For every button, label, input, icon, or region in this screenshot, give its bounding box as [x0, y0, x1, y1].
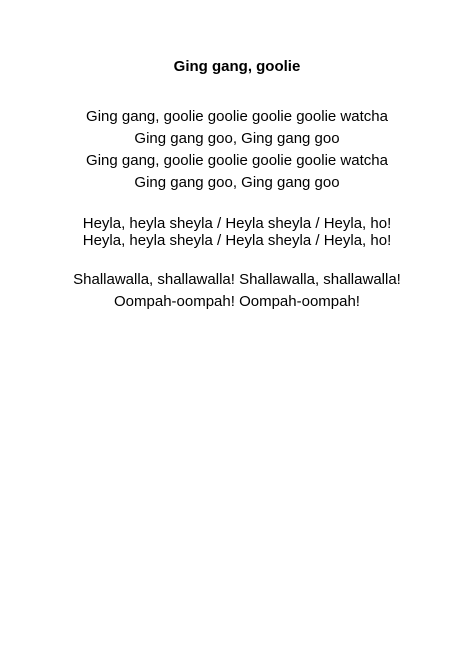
verse3-line-2: Oompah-oompah! Oompah-oompah! [114, 293, 360, 310]
verse1-line-2: Ging gang goo, Ging gang goo [134, 130, 340, 147]
verse1-line-4: Ging gang goo, Ging gang goo [134, 174, 340, 191]
verse2-line-2: Heyla, heyla sheyla / Heyla sheyla / Heyla, ho! [82, 232, 392, 249]
song-title: Ging gang, goolie [173, 58, 301, 75]
verse1-line-1: Ging gang, goolie goolie goolie goolie watcha [86, 108, 388, 125]
verse3-line-1: Shallawalla, shallawalla! Shallawalla, shallawalla! [73, 271, 401, 288]
verse1-line-3: Ging gang, goolie goolie goolie goolie watcha [86, 152, 388, 169]
verse2-line-1: Heyla, heyla sheyla / Heyla sheyla / Heyla, ho! [82, 215, 392, 232]
